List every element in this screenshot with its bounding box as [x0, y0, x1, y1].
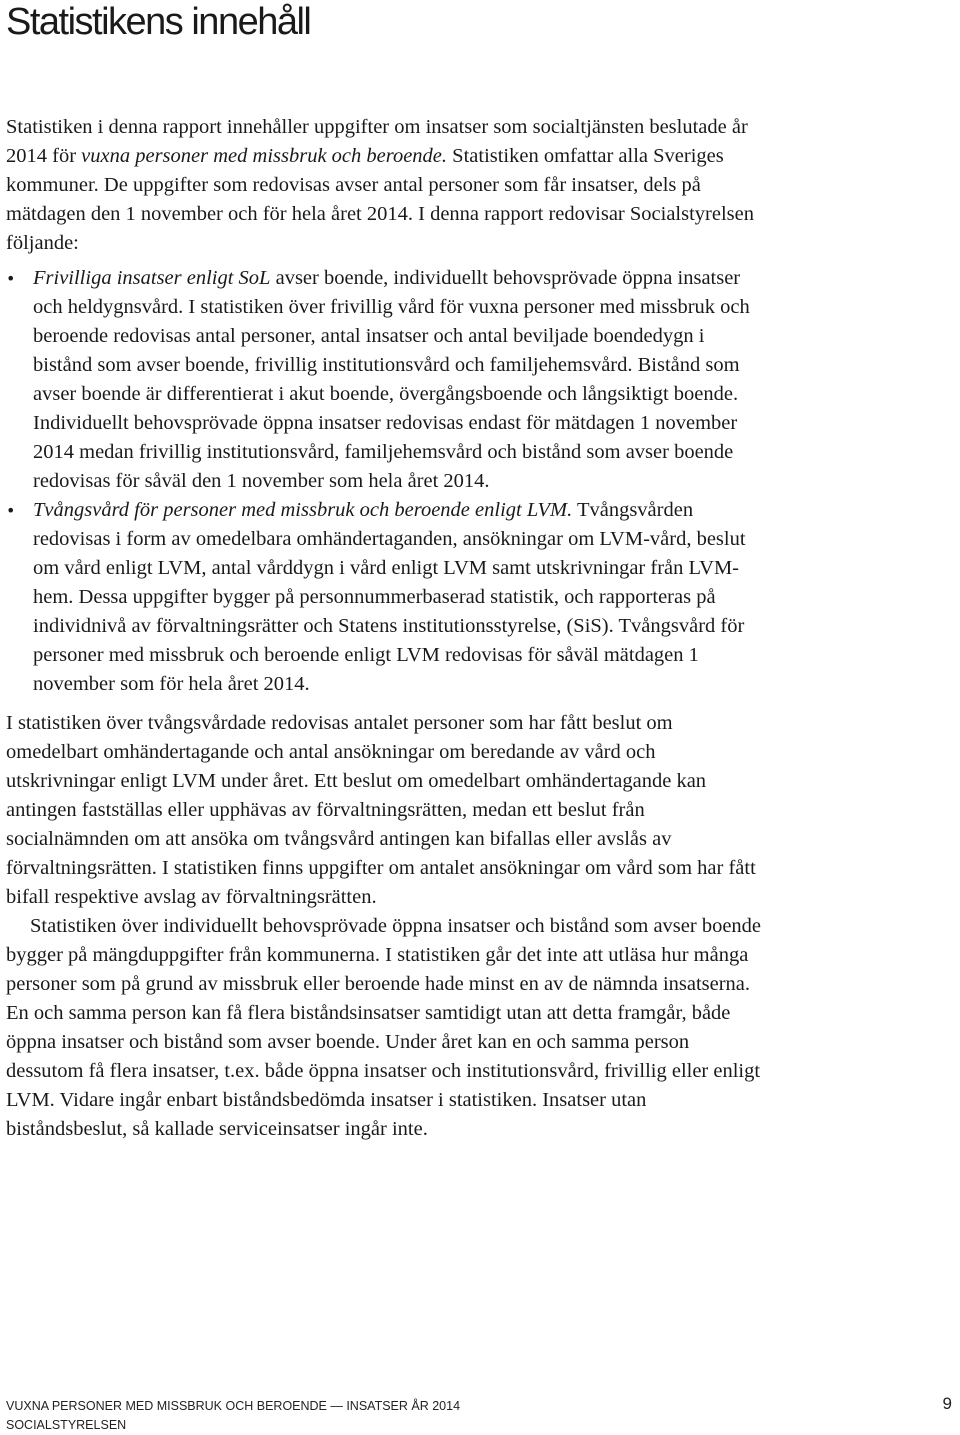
bullet-list [6, 264, 761, 699]
footer-publisher: SOCIALSTYRELSEN [6, 1418, 127, 1432]
page-footer [6, 1397, 460, 1435]
page-title: Statistikens innehåll [6, 1, 311, 43]
bullet-item-frivilliga [6, 264, 761, 496]
page-number: 9 [942, 1394, 952, 1413]
bullet-heading-tvangsvard: Tvångsvård för personer med missbruk och beroende enligt LVM. [33, 499, 573, 521]
bullet-text-frivilliga: avser boende, individuellt behovsprövade öppna insatser och heldygnsvård. I statistiken över frivillig vård för vuxna personer med missbruk och beroende redovisas antal personer, antal insatser och antal beviljade boendedygn i bistånd som avser boende, frivillig institutionsvård och familjehemsvård. Bistånd som avser boende är differentierat i akut boende, övergångsboende och långsiktigt boende. Individuellt behovsprövade öppna insatser redovisas endast för mätdagen 1 november 2014 medan frivillig institutionsvård, familjehemsvård och bistånd som avser boende redovisas för såväl den 1 november som hela året 2014. [33, 267, 750, 492]
bullet-item-tvangsvard [6, 496, 761, 699]
intro-paragraph [6, 113, 761, 258]
intro-text-2: Statistiken omfattar alla Sveriges kommuner. De uppgifter som redovisas avser antal personer som får insatser, dels på mätdagen den 1 november och för hela året 2014. I denna rapport redovisar Socialstyrelsen följande: [6, 145, 754, 254]
paragraph-lvm: I statistiken över tvångsvårdade redovisas antalet personer som har fått beslut om omedelbart omhändertagande och antal ansökningar om beredande av vård och utskrivningar enligt LVM under året. Ett beslut om omedelbart omhändertagande kan antingen fastställas eller upphävas av förvaltningsrätten, medan ett beslut från socialnämnden om att ansöka om tvångsvård antingen kan bifallas eller avslås av förvaltningsrätten. I statistiken finns uppgifter om antalet ansökningar om vård som har fått bifall respektive avslag av förvaltningsrätten. [6, 712, 756, 908]
bullet-heading-frivilliga: Frivilliga insatser enligt SoL [33, 267, 271, 289]
paragraph-individual: Statistiken över individuellt behovsprövade öppna insatser och bistånd som avser boende bygger på mängduppgifter från kommunerna. I statistiken går det inte att utläsa hur många personer som på grund av missbruk eller beroende hade minst en av de nämnda insatserna. En och samma person kan få flera biståndsinsatser samtidigt utan att detta framgår, både öppna insatser och bistånd som avser boende. Under året kan en och samma person dessutom få flera insatser, t.ex. både öppna insatser och institutionsvård, frivillig eller enligt LVM. Vidare ingår enbart biståndsbedömda insatser i statistiken. Insatser utan biståndsbeslut, så kallade serviceinsatser ingår inte. [6, 915, 762, 1140]
footer-report-title: VUXNA PERSONER MED MISSBRUK OCH BEROENDE — INSATSER ÅR 2014 [6, 1399, 461, 1413]
intro-text-1: Statistiken i denna rapport innehåller uppgifter om insatser som socialtjänsten beslutade år 2014 för [6, 116, 748, 167]
bullet-icon: • [6, 269, 16, 288]
body-text [6, 113, 761, 1144]
bullet-icon: • [6, 501, 16, 520]
bullet-text-tvangsvard: Tvångsvården redovisas i form av omedelbara omhändertaganden, ansökningar om LVM-vård, beslut om vård enligt LVM, antal vårddygn i vård enligt LVM samt utskrivningar från LVM-hem. Dessa uppgifter bygger på personnummerbaserad statistik, och rapporteras på individnivå av förvaltningsrätter och Statens institutionsstyrelse, (SiS). Tvångsvård för personer med missbruk och beroende enligt LVM redovisas för såväl mätdagen 1 november som för hela året 2014. [33, 499, 746, 695]
intro-emphasis: vuxna personer med missbruk och beroende. [81, 145, 448, 167]
